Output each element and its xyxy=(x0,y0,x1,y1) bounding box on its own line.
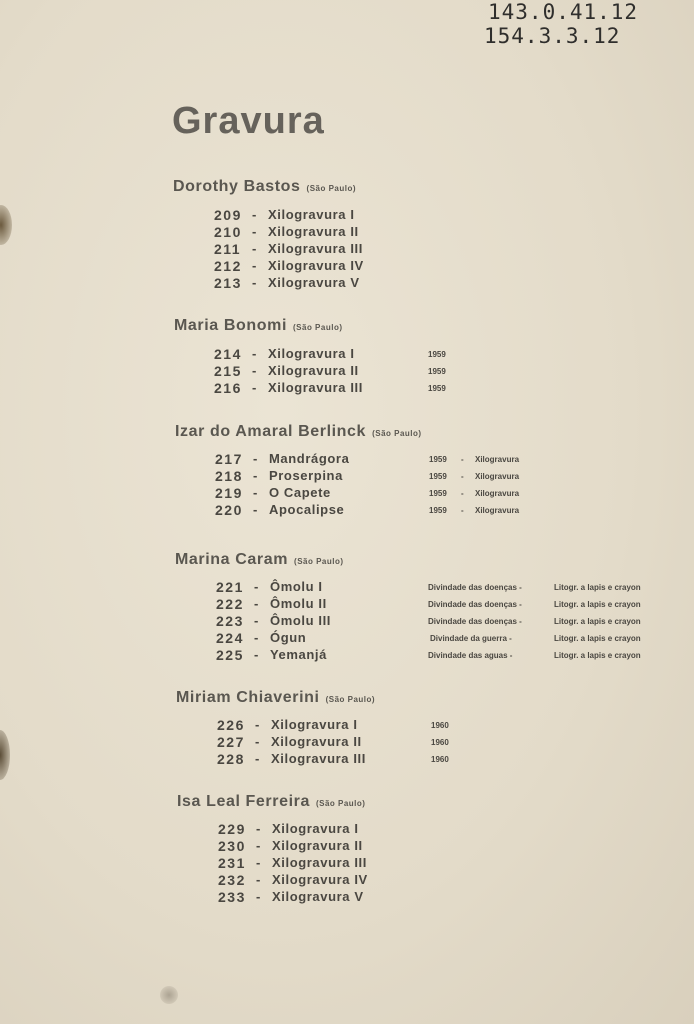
work-title: Proserpina xyxy=(269,468,343,483)
work-number: 228 xyxy=(217,751,245,767)
work-dash: - xyxy=(252,258,257,273)
work-number: 218 xyxy=(215,468,243,484)
work-number: 215 xyxy=(214,363,242,379)
work-title: Xilogravura I xyxy=(271,717,358,732)
work-number: 230 xyxy=(218,838,246,854)
work-dash: - xyxy=(253,502,258,517)
catalog-mark: 143.0.41.12 xyxy=(488,0,639,24)
work-dash: - xyxy=(253,468,258,483)
artist-name: Izar do Amaral Berlinck xyxy=(175,423,367,440)
work-number: 209 xyxy=(214,207,242,223)
work-number: 213 xyxy=(214,275,242,291)
artist-heading xyxy=(174,317,343,335)
work-technique: Litogr. a lapis e crayon xyxy=(554,651,641,660)
work-title: Xilogravura III xyxy=(272,855,367,870)
work-dash: - xyxy=(256,838,261,853)
work-title: O Capete xyxy=(269,485,331,500)
work-title: Xilogravura I xyxy=(272,821,359,836)
work-number: 210 xyxy=(214,224,242,240)
artist-heading xyxy=(173,178,356,196)
work-title: Xilogravura II xyxy=(271,734,362,749)
work-technique: Litogr. a lapis e crayon xyxy=(554,583,641,592)
work-year: 1960 xyxy=(431,755,449,764)
work-technique: Litogr. a lapis e crayon xyxy=(554,617,641,626)
artist-heading xyxy=(175,551,344,569)
work-dash: - xyxy=(253,485,258,500)
work-number: 214 xyxy=(214,346,242,362)
work-number: 221 xyxy=(216,579,244,595)
paper-stain xyxy=(0,730,10,780)
work-number: 227 xyxy=(217,734,245,750)
section-title: Gravura xyxy=(172,100,325,142)
artist-city: (São Paulo) xyxy=(306,184,357,193)
work-dash: - xyxy=(255,751,260,766)
work-technique: Xilogravura xyxy=(475,489,520,498)
work-description: Divindade das doenças - xyxy=(428,583,522,592)
artist-heading xyxy=(176,689,375,707)
artist-city: (São Paulo) xyxy=(372,429,422,438)
paper-stain xyxy=(160,986,178,1004)
work-year: 1959 xyxy=(429,489,447,498)
work-technique: Xilogravura xyxy=(475,455,520,464)
work-year: 1959 xyxy=(429,472,447,481)
work-title: Xilogravura II xyxy=(272,838,363,853)
artist-name: Dorothy Bastos xyxy=(173,178,301,195)
work-dash: - xyxy=(254,596,259,611)
work-number: 222 xyxy=(216,596,244,612)
work-title: Xilogravura IV xyxy=(268,258,364,273)
work-dash: - xyxy=(256,889,261,904)
work-number: 225 xyxy=(216,647,244,663)
artist-heading xyxy=(177,793,365,811)
work-number: 217 xyxy=(215,451,243,467)
work-year: 1959 xyxy=(428,367,446,376)
work-title: Xilogravura IV xyxy=(272,872,368,887)
work-dash: - xyxy=(252,275,257,290)
work-dash: - xyxy=(254,613,259,628)
work-title: Mandrágora xyxy=(269,451,350,466)
artist-city: (São Paulo) xyxy=(315,799,366,808)
work-technique: Litogr. a lapis e crayon xyxy=(554,600,641,609)
work-dash: - xyxy=(254,647,259,662)
work-title: Yemanjá xyxy=(270,647,327,662)
work-dash: - xyxy=(461,472,464,481)
work-dash: - xyxy=(256,872,261,887)
work-technique: Xilogravura xyxy=(475,472,520,481)
work-dash: - xyxy=(254,630,259,645)
work-dash: - xyxy=(461,506,464,515)
catalog-mark: 154.3.3.12 xyxy=(484,24,621,48)
work-dash: - xyxy=(254,579,259,594)
work-title: Xilogravura II xyxy=(268,224,359,239)
artist-name: Isa Leal Ferreira xyxy=(177,793,310,810)
work-dash: - xyxy=(461,489,464,498)
work-dash: - xyxy=(252,224,257,239)
work-technique: Litogr. a lapis e crayon xyxy=(554,634,641,643)
work-number: 212 xyxy=(214,258,242,274)
work-number: 231 xyxy=(218,855,246,871)
artist-name: Miriam Chiaverini xyxy=(176,689,320,706)
work-title: Ômolu III xyxy=(270,613,332,628)
work-number: 216 xyxy=(214,380,242,396)
work-description: Divindade da guerra - xyxy=(430,634,512,643)
work-title: Ógun xyxy=(270,630,307,645)
work-year: 1959 xyxy=(429,455,447,464)
work-title: Xilogravura V xyxy=(272,889,364,904)
work-technique: Xilogravura xyxy=(475,506,520,515)
work-number: 220 xyxy=(215,502,243,518)
work-title: Ômolu I xyxy=(270,579,323,594)
work-dash: - xyxy=(461,455,464,464)
artist-city: (São Paulo) xyxy=(293,323,343,332)
work-number: 219 xyxy=(215,485,243,501)
work-number: 232 xyxy=(218,872,246,888)
work-dash: - xyxy=(256,821,261,836)
artist-name: Maria Bonomi xyxy=(174,317,287,334)
work-title: Xilogravura I xyxy=(268,207,355,222)
artist-heading xyxy=(175,423,422,441)
work-dash: - xyxy=(253,451,258,466)
artist-city: (São Paulo) xyxy=(325,695,376,704)
work-dash: - xyxy=(252,241,257,256)
work-dash: - xyxy=(256,855,261,870)
work-number: 233 xyxy=(218,889,246,905)
work-number: 224 xyxy=(216,630,244,646)
work-year: 1959 xyxy=(428,384,446,393)
work-description: Divindade das doenças - xyxy=(428,600,522,609)
work-title: Xilogravura V xyxy=(268,275,360,290)
paper-stain xyxy=(0,205,12,245)
work-title: Apocalipse xyxy=(269,502,345,517)
work-dash: - xyxy=(255,734,260,749)
work-title: Ômolu II xyxy=(270,596,327,611)
work-dash: - xyxy=(255,717,260,732)
work-dash: - xyxy=(252,207,257,222)
work-number: 223 xyxy=(216,613,244,629)
work-title: Xilogravura III xyxy=(268,241,363,256)
work-title: Xilogravura II xyxy=(268,363,359,378)
work-year: 1959 xyxy=(428,350,446,359)
artist-name: Marina Caram xyxy=(175,551,289,568)
work-number: 211 xyxy=(214,241,242,257)
work-dash: - xyxy=(252,363,257,378)
work-dash: - xyxy=(252,346,257,361)
artist-city: (São Paulo) xyxy=(294,557,344,566)
work-year: 1959 xyxy=(429,506,447,515)
work-title: Xilogravura III xyxy=(268,380,363,395)
work-number: 226 xyxy=(217,717,245,733)
work-title: Xilogravura III xyxy=(271,751,366,766)
work-number: 229 xyxy=(218,821,246,837)
work-description: Divindade das aguas - xyxy=(428,651,513,660)
work-year: 1960 xyxy=(431,738,449,747)
work-title: Xilogravura I xyxy=(268,346,355,361)
work-year: 1960 xyxy=(431,721,449,730)
work-description: Divindade das doenças - xyxy=(428,617,522,626)
work-dash: - xyxy=(252,380,257,395)
